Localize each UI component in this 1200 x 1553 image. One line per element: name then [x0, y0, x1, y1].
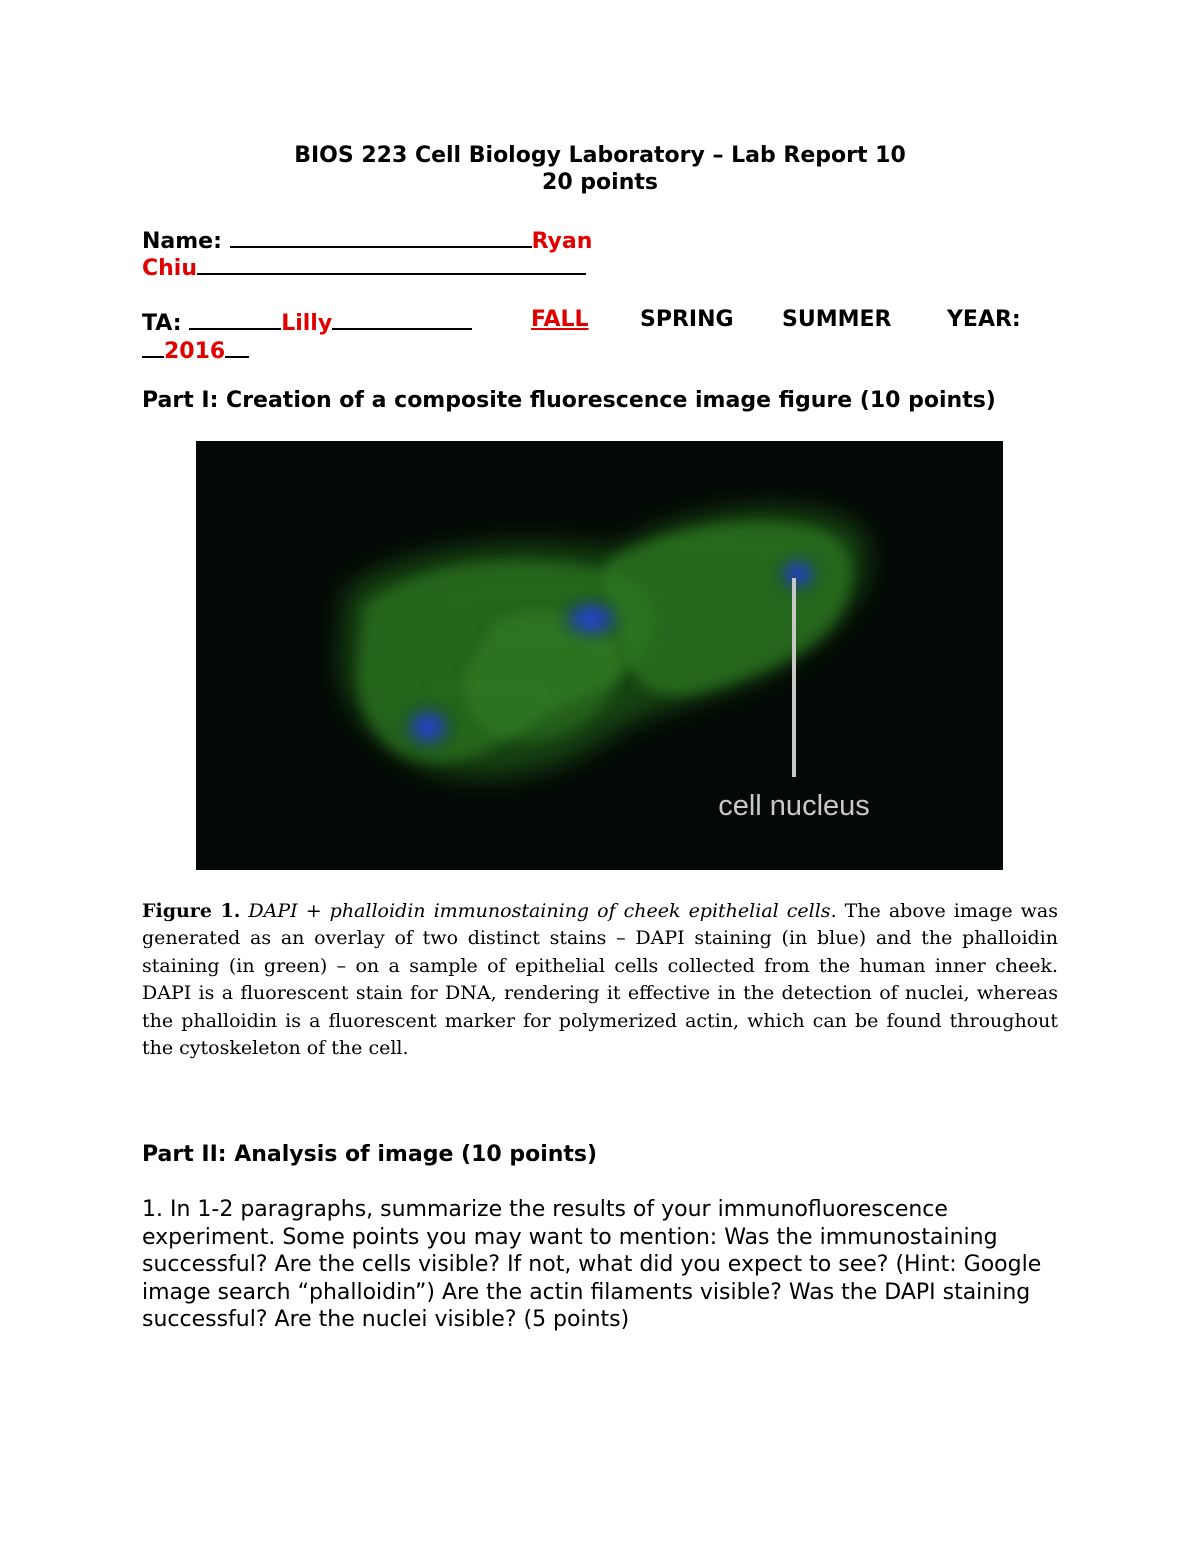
- name-blank[interactable]: [230, 224, 532, 248]
- ta-value: Lilly: [281, 311, 333, 336]
- name-line-2: [142, 251, 586, 282]
- fluorescence-image: [196, 441, 1003, 870]
- year-line: [142, 334, 249, 365]
- term-summer[interactable]: SUMMER: [782, 307, 892, 332]
- question-1: 1. In 1-2 paragraphs, summarize the results of your immunofluorescence experiment. Some points you may want to mention: Was the immunostaining successful? Are the cells visible? If not, what did you expect to see? (Hint: Google image search “phalloidin”) Are the actin filaments visible? Was the DAPI staining successful? Are the nuclei visible? (5 points): [142, 1197, 1042, 1332]
- caption-label: Figure 1.: [142, 900, 241, 922]
- figure-caption: [142, 898, 1058, 1062]
- term-fall[interactable]: FALL: [531, 307, 589, 332]
- nucleus-right: [778, 557, 818, 591]
- points-subtitle: 20 points: [542, 170, 658, 195]
- name-last-value: Chiu: [142, 256, 198, 281]
- year-blank-left: [142, 334, 164, 358]
- year-blank-right: [225, 334, 249, 358]
- caption-body: . The above image was generated as an overlay of two distinct stains – DAPI staining (in blue) and the phalloidin staining (in green) – on a sample of epithelial cells collected from the human inner cheek. DAPI is a fluorescent stain for DNA, rendering it effective in the detection of nuclei, whereas the phalloidin is a fluorescent marker for polymerized actin, which can be found throughout the cytoskeleton of the cell.: [142, 900, 1058, 1060]
- name-label: Name:: [142, 229, 222, 254]
- annotation-label: cell nucleus: [718, 790, 870, 822]
- page-title: BIOS 223 Cell Biology Laboratory – Lab Report 10: [294, 143, 906, 168]
- annotation-pointer-line: [792, 578, 796, 777]
- part2-heading: Part II: Analysis of image (10 points): [142, 1142, 598, 1167]
- name-blank-2[interactable]: [197, 251, 586, 275]
- ta-line: [142, 306, 472, 337]
- part1-heading: Part I: Creation of a composite fluorescence image figure (10 points): [142, 388, 996, 413]
- ta-label: TA:: [142, 311, 182, 336]
- year-label: YEAR:: [947, 307, 1021, 332]
- term-spring[interactable]: SPRING: [640, 307, 734, 332]
- caption-title: DAPI + phalloidin immunostaining of cheek epithelial cells: [248, 900, 831, 922]
- name-first-value: Ryan: [531, 229, 593, 254]
- ta-blank-left: [189, 306, 281, 330]
- year-value: 2016: [164, 339, 226, 364]
- nucleus-center: [561, 599, 621, 639]
- nucleus-left: [404, 706, 452, 748]
- fluorescence-figure: [196, 441, 1003, 870]
- ta-blank-right: [332, 306, 472, 330]
